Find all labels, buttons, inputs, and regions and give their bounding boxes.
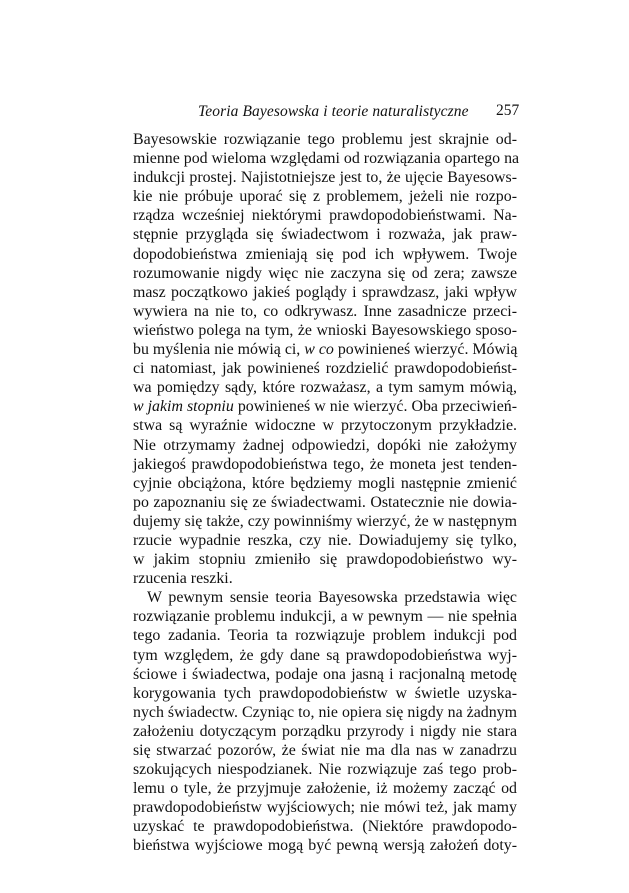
text-line-mixed: [133, 397, 517, 416]
text-line: indukcji prostej. Najistotniejsze jest to, że ujęcie Bayesows-: [133, 169, 517, 187]
text-line: dopodobieństwa zmieniają się pod ich wpływem. Twoje: [133, 245, 517, 263]
text-line: dujemy się także, czy powinniśmy wierzyć, że w następnym: [133, 512, 517, 530]
text-line: jakiegoś prawdopodobieństwa tego, że moneta jest tenden-: [133, 455, 517, 473]
text-line: Nie otrzymamy żadnej odpowiedzi, dopóki nie założymy: [133, 436, 517, 454]
text-line: wieństwo polega na tym, że wnioski Bayesowskiego sposo-: [133, 321, 517, 339]
text-line: wywiera na nie to, co odkrywasz. Inne zasadnicze przeci-: [133, 302, 517, 320]
text-line: ściowe i świadectwa, podaje ona jasną i racjonalną metodę: [133, 665, 517, 683]
text-segment: bu myślenia nie mówią ci,: [133, 341, 301, 359]
text-line: się stwarzać pozorów, że świat nie ma dla nas w zanadrzu: [133, 742, 517, 759]
text-line: Bayesowskie rozwiązanie tego problemu jest skrajnie od-: [133, 131, 517, 148]
text-line: tego zadania. Teoria ta rozwiązuje problem indukcji pod: [133, 627, 517, 645]
text-line: rozwiązanie problemu indukcji, a w pewnym — nie spełnia: [133, 608, 517, 626]
text-line: założeniu dotyczącym porządku przyrody i nigdy nie stara: [133, 722, 517, 740]
running-title: Teoria Bayesowska i teorie naturalistyczne: [198, 103, 469, 120]
text-line: masz początkowo jakieś poglądy i sprawdzasz, jaki wpływ: [133, 283, 517, 301]
text-line: prawdopodobieństw wyjściowych; nie mówi też, jak mamy: [133, 799, 517, 817]
page-number: 257: [496, 102, 520, 119]
text-line: po zapoznaniu się ze świadectwami. Ostatecznie nie dowia-: [133, 493, 517, 511]
text-line: rzucie wypadnie reszka, czy nie. Dowiadujemy się tylko,: [133, 531, 517, 549]
text-line: cyjnie obciążona, które będziemy mogli następnie zmienić: [133, 474, 517, 492]
text-line: rzucenia reszki.: [133, 570, 233, 588]
text-line: rozumowanie nigdy więc nie zaczyna się od zera; zawsze: [133, 264, 517, 282]
text-line: kie nie próbuje uporać się z problemem, jeżeli nie rozpo-: [133, 188, 517, 206]
text-line: tym względem, że gdy dane są prawdopodobieństwa wyj-: [133, 646, 517, 664]
text-line: bieństwa wyjściowe mogą być pewną wersją założeń doty-: [133, 837, 517, 855]
text-line: szokujących niespodzianek. Nie rozwiązuje zaś tego prob-: [133, 761, 517, 779]
text-line: w jakim stopniu zmieniło się prawdopodobieństwo wy-: [133, 551, 517, 569]
text-line-mixed: [133, 340, 517, 359]
text-line: wa pomiędzy sądy, które rozważasz, a tym samym mówią,: [133, 379, 517, 397]
text-segment: powinieneś wierzyć. Mówią: [337, 341, 518, 359]
body-text: [133, 130, 520, 856]
text-line: stwa są wyraźnie widoczne w przytoczonym przykładzie.: [133, 417, 517, 435]
text-line: uzyskać te prawdopodobieństwa. (Niektóre prawdopodo-: [133, 818, 517, 836]
text-line: W pewnym sensie teoria Bayesowska przedstawia więc: [147, 589, 517, 607]
emphasis-text: w jakim stopniu: [133, 398, 234, 416]
text-line: korygowania tych prawdopodobieństw w świetle uzyska-: [133, 684, 517, 702]
text-line: mienne pod wieloma względami od rozwiązania opartego na: [133, 150, 520, 168]
text-segment: powinieneś w nie wierzyć. Oba przeciwień-: [237, 398, 517, 416]
text-line: stępnie przygląda się świadectwom i rozważa, jak praw-: [133, 226, 517, 244]
text-line: nych świadectw. Czyniąc to, nie opiera się nigdy na żadnym: [133, 703, 517, 721]
text-line: ci natomiast, jak powinieneś rozdzielić prawdopodobieńst-: [133, 360, 517, 378]
text-line: lemu o tyle, że przyjmuje założenie, iż możemy zacząć od: [133, 780, 517, 798]
text-line: rządza wcześniej niektórymi prawdopodobieństwami. Na-: [133, 207, 517, 225]
emphasis-text: w co: [304, 341, 334, 359]
